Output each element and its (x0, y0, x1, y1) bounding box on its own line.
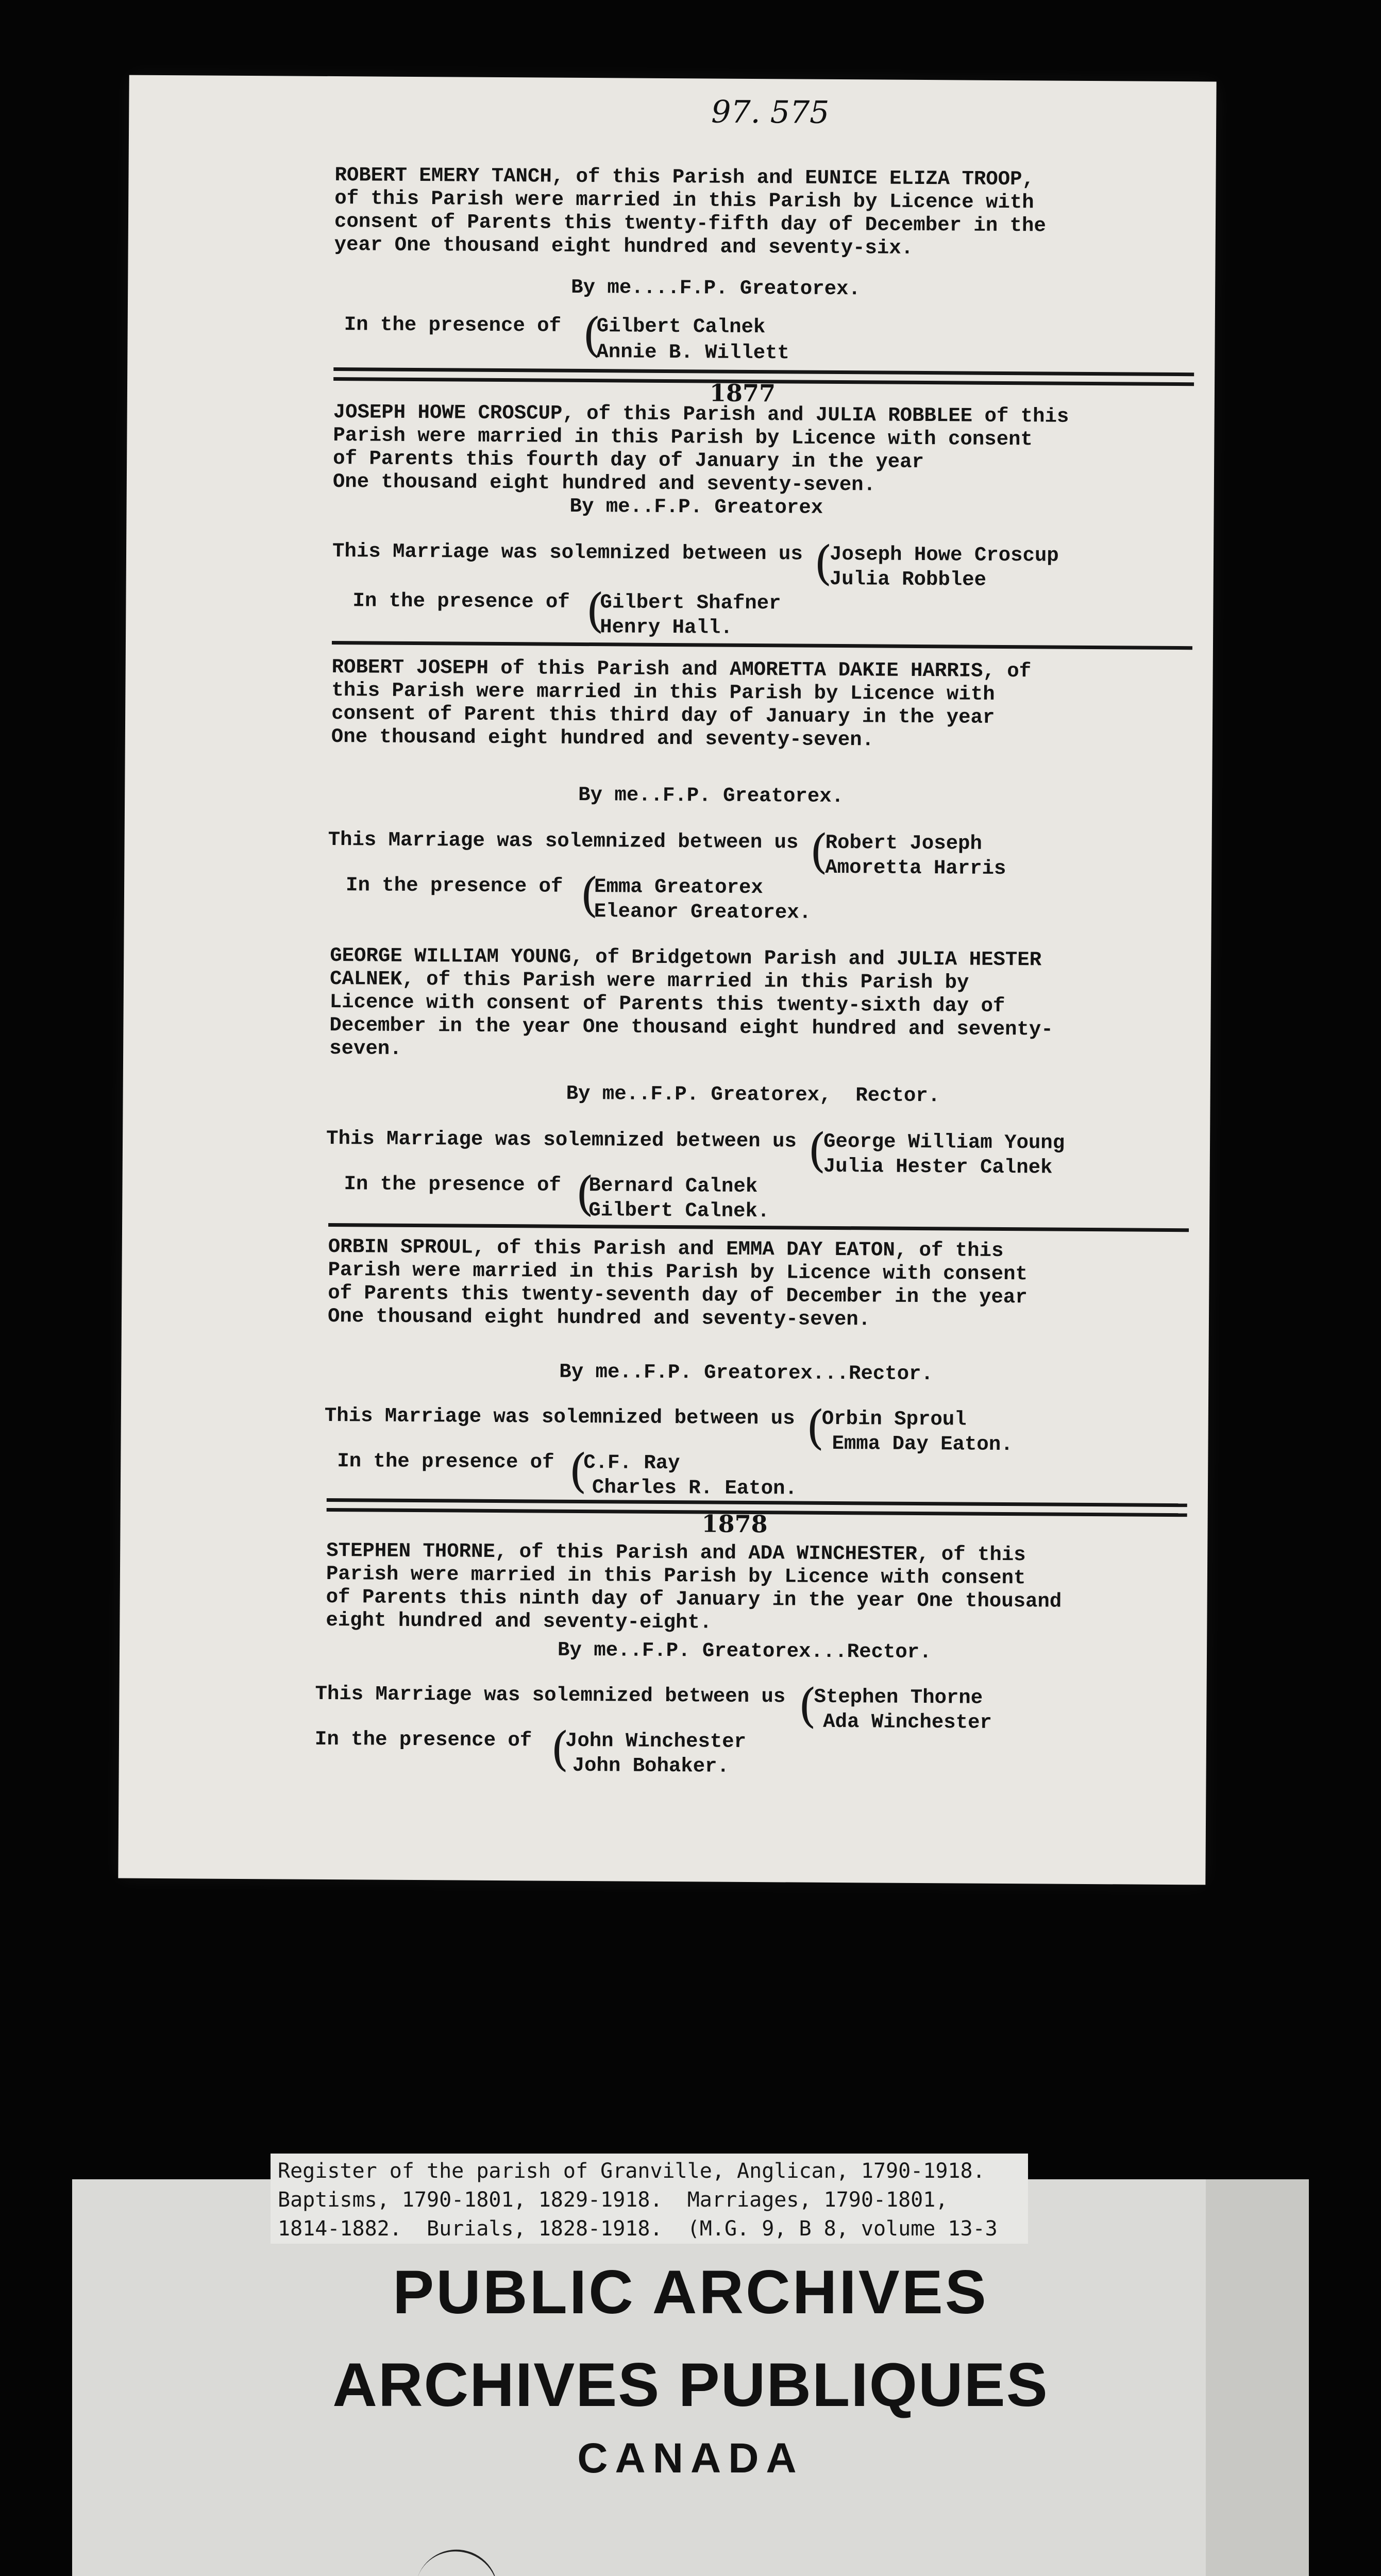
party-name: Ada Winchester (823, 1710, 992, 1734)
witness-name: John Winchester (565, 1729, 747, 1753)
marriage-entry: GEORGE WILLIAM YOUNG, of Bridgetown Parish and JULIA HESTER CALNEK, of this Parish were married in this Parish by Licence with consent of Parents this twenty-sixth day of December in the year One thousand eight hundred and seventy- seven. (329, 944, 1053, 1060)
witness-name: Annie B. Willett (596, 341, 790, 365)
brace: ( (582, 308, 601, 363)
party-name: Orbin Sproul (821, 1407, 967, 1431)
brace: ( (550, 1722, 569, 1776)
year-heading: 1877 (709, 379, 776, 408)
brace: ( (810, 824, 828, 879)
officiant: By me..F.P. Greatorex. (578, 783, 844, 808)
marriage-entry: JOSEPH HOWE CROSCUP, of this Parish and JULIA ROBBLEE of this Parish were married in this Parish by Licence with consent of Parents this fourth day of January in the year One thousand eight hundred and seventy-seven. (332, 401, 1069, 497)
witness-name: Bernard Calnek (588, 1174, 758, 1198)
witness-name: Charles R. Eaton. (592, 1476, 797, 1500)
party-name: Joseph Howe Croscup (829, 543, 1059, 567)
brace: ( (806, 1400, 825, 1455)
archive-title-fr: ARCHIVES PUBLIQUES (332, 2350, 1049, 2419)
entry-divider (332, 641, 1192, 650)
archive-title-en: PUBLIC ARCHIVES (393, 2258, 988, 2327)
witness-name: Henry Hall. (600, 616, 733, 639)
party-name: Emma Day Eaton. (832, 1432, 1013, 1456)
solemnized-text: This Marriage was solemnized between us (315, 1682, 786, 1708)
officiant: By me....F.P. Greatorex. (571, 276, 861, 301)
marriage-entry: STEPHEN THORNE, of this Parish and ADA WINCHESTER, of this Parish were married in this Parish by Licence with consent of Parents this ninth day of January in the year One thousand eight hundred and seventy-eight. (326, 1539, 1062, 1634)
witness-name: Eleanor Greatorex. (594, 900, 812, 924)
brace: ( (814, 536, 833, 590)
marriage-entry: ROBERT JOSEPH of this Parish and AMORETTA DAKIE HARRIS, of this Parish were married in this Parish by Licence with consent of Parent this third day of January in the year One thousand eight hundred and seventy-seven. (331, 656, 1032, 752)
solemnized-text: This Marriage was solemnized between us (326, 1127, 797, 1153)
register-page (118, 75, 1216, 1885)
officiant: By me..F.P. Greatorex...Rector. (557, 1638, 932, 1664)
officiant: By me..F.P. Greatorex (569, 495, 823, 519)
witness-label: In the presence of (344, 1173, 561, 1197)
brace: ( (586, 584, 604, 638)
brace: ( (568, 1444, 587, 1499)
witness-name: Gilbert Calnek. (588, 1199, 770, 1223)
solemnized-text: This Marriage was solemnized between us (324, 1404, 795, 1430)
party-name: Julia Robblee (829, 567, 987, 591)
party-name: Robert Joseph (825, 831, 983, 855)
marriage-entry: ROBERT EMERY TANCH, of this Parish and EUNICE ELIZA TROOP, of this Parish were married in this Parish by Licence with consent of Parents this twenty-fifth day of December in the year One thousand eight hundred and seventy-six. (334, 164, 1046, 260)
witness-label: In the presence of (337, 1450, 554, 1474)
witness-label: In the presence of (314, 1727, 532, 1752)
witness-name: C.F. Ray (583, 1451, 680, 1475)
officiant: By me..F.P. Greatorex, Rector. (566, 1082, 940, 1108)
officiant: By me..F.P. Greatorex...Rector. (559, 1360, 934, 1386)
witness-name: Gilbert Shafner (600, 591, 781, 615)
witness-name: John Bohaker. (572, 1754, 730, 1778)
solemnized-text: This Marriage was solemnized between us (332, 540, 803, 566)
witness-label: In the presence of (345, 874, 563, 898)
party-name: Julia Hester Calnek (823, 1155, 1053, 1179)
brace: ( (807, 1123, 827, 1178)
party-name: Stephen Thorne (814, 1685, 983, 1709)
solemnized-text: This Marriage was solemnized between us (328, 828, 799, 854)
witness-label: In the presence of (344, 313, 562, 337)
brace: ( (576, 1166, 594, 1222)
party-name: George William Young (823, 1130, 1065, 1155)
page-number: 97. 575 (711, 94, 830, 131)
year-heading: 1878 (701, 1510, 768, 1538)
party-name: Amoretta Harris (825, 856, 1006, 880)
marriage-entry: ORBIN SPROUL, of this Parish and EMMA DAY EATON, of this Parish were married in this Parish by Licence with consent of Parents this twenty-seventh day of December in the year One thousand eight hundred and seventy-seven. (327, 1235, 1028, 1331)
witness-name: Emma Greatorex (594, 875, 763, 900)
register-label: Register of the parish of Granville, Anglican, 1790-1918. Baptisms, 1790-1801, 1829-1918. Marriages, 1790-1801, 1814-1882. Burials, 1828-1918. (M.G. 9, B 8, volume 13-3 (271, 2154, 1028, 2244)
brace: ( (580, 868, 599, 923)
archive-country: CANADA (577, 2435, 804, 2482)
brace: ( (798, 1679, 817, 1733)
witness-name: Gilbert Calnek (596, 315, 766, 339)
witness-label: In the presence of (352, 589, 570, 614)
entry-divider (328, 1223, 1189, 1232)
